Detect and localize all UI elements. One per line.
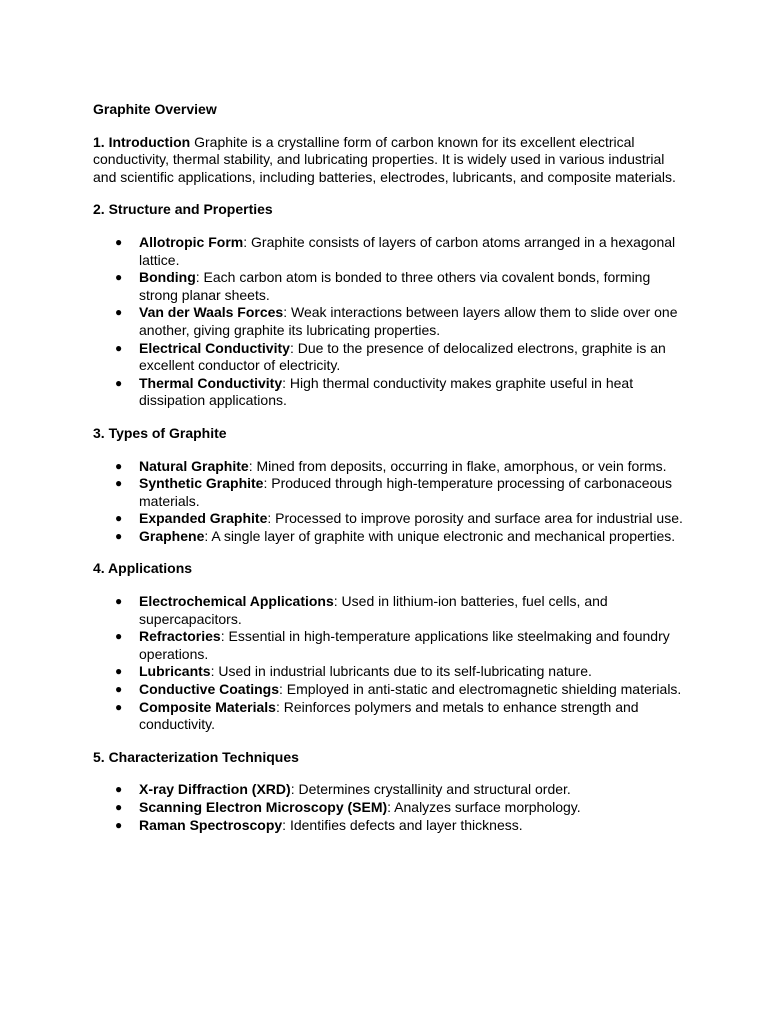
intro-text: Graphite is a crystalline form of carbon known for its excellent electrical conductivity, thermal stability, and lubricating properties. It is widely used in various industrial and scientific applications, including batteries, electrodes, lubricants, and composite materials. [93, 133, 676, 185]
document-page [93, 101, 683, 849]
list-item [93, 628, 683, 663]
item-term: Conductive Coatings [139, 681, 280, 698]
item-text: : Employed in anti-static and electromagnetic shielding materials. [279, 681, 682, 698]
intro-paragraph [93, 134, 683, 187]
list-item [93, 475, 683, 510]
item-term: Lubricants [139, 663, 211, 680]
list-item [93, 817, 683, 835]
bullet-icon: ● [115, 305, 123, 320]
item-text: : Used in industrial lubricants due to its self-lubricating nature. [210, 663, 592, 680]
item-text: : Used in lithium-ion batteries, fuel cells, and supercapacitors. [139, 593, 608, 627]
bullet-icon: ● [115, 458, 123, 473]
item-term: Thermal Conductivity [139, 374, 283, 391]
item-text: : Graphite consists of layers of carbon atoms arranged in a hexagonal lattice. [139, 233, 676, 268]
item-text: : Produced through high-temperature processing of carbonaceous materials. [139, 475, 673, 509]
section-heading: 2. Structure and Properties [93, 201, 273, 218]
item-text: : A single layer of graphite with unique electronic and mechanical properties. [204, 527, 676, 544]
item-term: Van der Waals Forces [139, 304, 284, 321]
list-item [93, 458, 683, 476]
section-heading: 5. Characterization Techniques [93, 748, 299, 765]
item-text: : Each carbon atom is bonded to three others via covalent bonds, forming strong planar sheets. [139, 269, 651, 303]
section-heading: 4. Applications [93, 560, 193, 577]
list-item [93, 663, 683, 681]
bullet-icon: ● [115, 340, 123, 355]
item-text: : Determines crystallinity and structural order. [290, 781, 571, 798]
item-term: Electrical Conductivity [139, 339, 290, 356]
item-term: Composite Materials [139, 698, 276, 715]
item-term: Scanning Electron Microscopy (SEM) [139, 799, 388, 815]
item-text: : Essential in high-temperature applications like steelmaking and foundry operations. [139, 628, 670, 662]
bullet-icon: ● [115, 629, 123, 644]
item-term: Electrochemical Applications [139, 593, 334, 610]
item-term: Bonding [139, 269, 196, 286]
item-text: : Identifies defects and layer thickness. [282, 816, 523, 833]
item-term: Synthetic Graphite [139, 475, 264, 492]
list-item [93, 510, 683, 528]
item-term: Graphene [139, 527, 205, 544]
list-item [93, 375, 683, 410]
item-text: : Mined from deposits, occurring in flake, amorphous, or vein forms. [248, 457, 667, 474]
bullet-list [93, 593, 683, 734]
bullet-icon: ● [115, 800, 123, 814]
bullet-icon: ● [115, 511, 123, 526]
list-item [93, 681, 683, 699]
item-text: : High thermal conductivity makes graphite useful in heat dissipation applications. [139, 374, 634, 409]
bullet-icon: ● [115, 234, 123, 249]
sections-container [93, 201, 683, 834]
bullet-icon: ● [115, 476, 123, 491]
item-term: Natural Graphite [139, 457, 249, 474]
list-item [93, 234, 683, 269]
list-item [93, 799, 683, 817]
item-text: : Due to the presence of delocalized electrons, graphite is an excellent conductor of electricity. [139, 339, 666, 374]
bullet-icon: ● [115, 664, 123, 679]
item-text: : Processed to improve porosity and surface area for industrial use. [267, 510, 683, 527]
bullet-icon: ● [115, 699, 123, 714]
list-item [93, 340, 683, 375]
bullet-icon: ● [115, 817, 123, 832]
bullet-list [93, 781, 683, 834]
item-term: Raman Spectroscopy [139, 816, 283, 833]
bullet-icon: ● [115, 528, 123, 543]
bullet-list [93, 458, 683, 546]
item-term: X-ray Diffraction (XRD) [139, 781, 291, 798]
list-item [93, 699, 683, 734]
item-term: Allotropic Form [139, 233, 244, 250]
bullet-icon: ● [115, 594, 123, 609]
item-term: Refractories [139, 628, 221, 645]
bullet-icon: ● [115, 270, 123, 285]
item-term: Expanded Graphite [139, 510, 268, 527]
item-text: : Analyzes surface morphology. [387, 799, 581, 815]
list-item [93, 781, 683, 799]
section-heading: 3. Types of Graphite [93, 424, 227, 441]
list-item [93, 269, 683, 304]
bullet-icon: ● [115, 782, 123, 797]
list-item [93, 528, 683, 546]
intro-label: 1. Introduction [93, 133, 191, 150]
list-item [93, 304, 683, 339]
bullet-list [93, 234, 683, 410]
bullet-icon: ● [115, 375, 123, 390]
item-text: : Weak interactions between layers allow them to slide over one another, giving graphite its lubricating properties. [139, 304, 678, 338]
document-title: Graphite Overview [93, 101, 217, 117]
item-text: : Reinforces polymers and metals to enhance strength and conductivity. [139, 698, 639, 733]
list-item [93, 593, 683, 628]
bullet-icon: ● [115, 682, 123, 697]
